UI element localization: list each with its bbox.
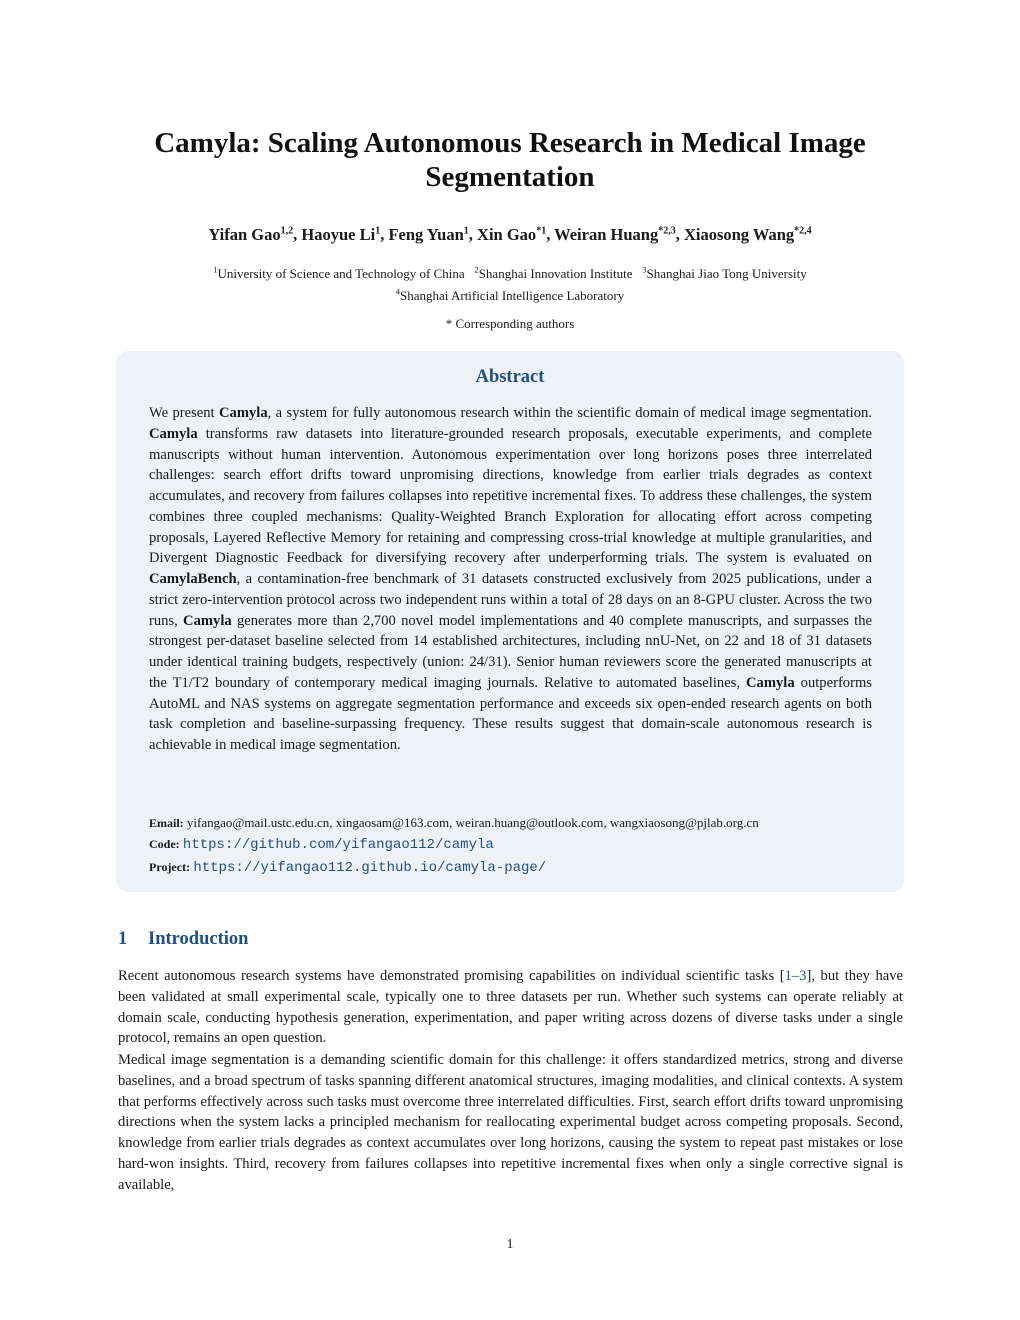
intro-paragraph-1: Recent autonomous research systems have demonstrated promising capabilities on individual scientific tasks [1–3], but they have been validated at small experimental scale, typically one to three datasets per run. Whether such systems can operate reliably at domain scale, conducting hypothesis generation, experimentation, and paper writing across dozens of diverse tasks under a single protocol, remains an open question. <box>118 968 903 1047</box>
abstract-segment: , a system for fully autonomous research within the scientific domain of medical image segmentation. <box>267 405 872 421</box>
abstract-text <box>149 403 872 756</box>
author: Weiran Huang$^{*2,3}$ <box>554 224 676 244</box>
affiliation: $^4$Shanghai Artificial Intelligence Laboratory <box>395 287 625 304</box>
email-line <box>149 813 889 833</box>
section-number: 1 <box>118 929 128 949</box>
abstract-bold-term: Camyla <box>183 612 232 629</box>
abstract-bold-term: Camyla <box>746 674 795 691</box>
author-list: Yifan Gao$^{1,2}$, Haoyue Li$^1$, Feng Yuan$^1$, Xin Gao$^{*1}$, Weiran Huang$^{*2,3}$, Xiaosong Wang$^{*2,4}$ <box>208 224 812 244</box>
abstract-bold-term: Camyla <box>149 425 198 442</box>
intro-paragraph-2: Medical image segmentation is a demanding scientific domain for this challenge: it offers standardized metrics, strong and diverse baselines, and a broad spectrum of tasks spanning different anatomical structures, imaging modalities, and clinical contexts. A system that performs effectively across such tasks must overcome three interrelated difficulties. First, search effort drifts toward unpromising directions when the system lacks a principled mechanism for reallocating experimental budget across competing proposals. Second, knowledge from earlier trials degrades as context accumulates over long horizons, causing the system to repeat past mistakes or lose hard-won insights. Third, recovery from failures collapses into repetitive incremental fixes when only a single corrective signal is available, <box>118 1052 903 1193</box>
project-link[interactable]: https://yifangao112.github.io/camyla-page/ <box>193 860 547 876</box>
abstract-segment: transforms raw datasets into literature-grounded research proposals, executable experiments, and complete manuscripts without human intervention. Autonomous experimentation over long horizons poses three interrelated challenges: search effort drifts toward unpromising directions, knowledge from earlier trials degrades as context accumulates, and recovery from failures collapses into repetitive incremental fixes. To address these challenges, the system combines three coupled mechanisms: Quality-Weighted Branch Exploration for allocating effort across competing proposals, Layered Reflective Memory for retaining and compressing cross-trial knowledge at multiple granularities, and Divergent Diagnostic Feedback for diversifying recovery after underperforming trials. The system is evaluated on <box>149 425 872 567</box>
author: Feng Yuan$^1$ <box>388 224 469 244</box>
affiliation: $^3$Shanghai Jiao Tong University <box>642 265 807 282</box>
abstract-segment: , a contamination-free benchmark of 31 datasets constructed exclusively from 2025 publications, under a strict zero-intervention protocol across two independent runs within a total of 28 days on an 8-GPU cluster. Across the two runs, <box>149 571 872 629</box>
email-value: yifangao@mail.ustc.edu.cn, xingaosam@163.com, weiran.huang@outlook.com, wangxiaosong@pjlab.org.cn <box>186 815 759 830</box>
project-line <box>149 857 889 878</box>
abstract-bold-term: CamylaBench <box>149 571 237 587</box>
affiliation: $^2$Shanghai Innovation Institute <box>474 265 633 282</box>
page-number: 1 <box>506 1237 514 1252</box>
code-link[interactable]: https://github.com/yifangao112/camyla <box>182 837 494 853</box>
affiliations-line-2 <box>60 283 960 305</box>
author: Xin Gao$^{*1}$ <box>477 224 547 244</box>
affiliations-line-1 <box>60 261 960 283</box>
paper-title: Camyla: Scaling Autonomous Research in Medical Image Segmentation <box>154 127 866 193</box>
code-label: Code: <box>149 837 180 851</box>
author: Xiaosong Wang$^{*2,4}$ <box>683 224 812 244</box>
corresponding-note: * Corresponding authors <box>445 316 575 331</box>
citation-link[interactable]: 1–3 <box>784 968 807 984</box>
abstract-segment: outperforms AutoML and NAS systems on aggregate segmentation performance and exceeds six open-ended research agents on both task completion and baseline-surpassing frequency. These results suggest that domain-scale autonomous research is achievable in medical image segmentation. <box>149 674 872 753</box>
affiliation: $^1$University of Science and Technology of China <box>213 265 465 282</box>
abstract-heading: Abstract <box>475 367 545 387</box>
code-line <box>149 834 889 855</box>
email-label: Email: <box>149 816 184 830</box>
abstract-bold-term: Camyla <box>218 405 268 421</box>
section-title: Introduction <box>148 929 249 949</box>
project-label: Project: <box>149 860 191 874</box>
author: Yifan Gao$^{1,2}$ <box>208 224 294 244</box>
abstract-segment: We present <box>149 405 219 421</box>
abstract-segment: generates more than 2,700 novel model implementations and 40 complete manuscripts, and surpasses the strongest per-dataset baseline selected from 14 established architectures, including nnU-Net, on 22 and 18 of 31 datasets under identical training budgets, respectively (union: 24/31). Senior human reviewers score the generated manuscripts at the T1/T2 boundary of contemporary medical imaging journals. Relative to automated baselines, <box>149 612 872 691</box>
section-heading-introduction <box>118 926 718 952</box>
author: Haoyue Li$^1$ <box>301 224 381 244</box>
